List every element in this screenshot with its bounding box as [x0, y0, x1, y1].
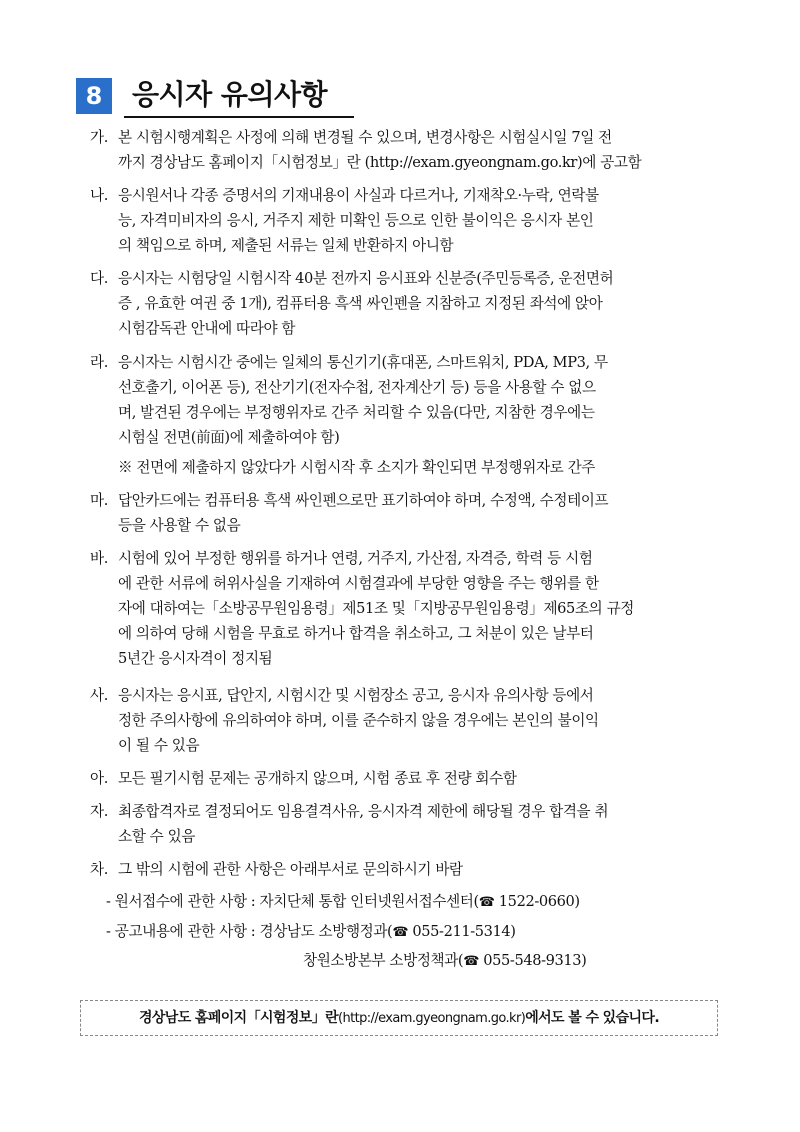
- section-title: 응시자 유의사항: [132, 78, 328, 111]
- item-line: 자에 대하여는「소방공무원임용령」제51조 및「지방공무원임용령」제65조의 규정: [118, 600, 634, 617]
- section-header: [76, 76, 326, 116]
- contact-notice: [106, 919, 516, 945]
- contact-notice-secondary: [303, 948, 586, 974]
- item-marker: 마.: [90, 492, 108, 509]
- item-marker: 가.: [90, 129, 108, 146]
- item-line: 응시자는 시험당일 시험시작 40분 전까지 응시표와 신분증(주민등록증, 운전면허: [118, 270, 614, 287]
- contact-phone: 1522-0660): [494, 893, 580, 910]
- contact-label: 창원소방본부 소방정책과(: [303, 952, 464, 969]
- item-line: 응시원서나 각종 증명서의 기재내용이 사실과 다르거나, 기재착오·누락, 연락불: [118, 187, 599, 204]
- item-line: 증 , 유효한 여권 중 1개), 컴퓨터용 흑색 싸인펜을 지참하고 지정된 좌석에 앉아: [118, 295, 603, 312]
- item-marker: 아.: [90, 770, 108, 787]
- item-line: 능, 자격미비자의 응시, 거주지 제한 미확인 등으로 인한 불이익은 응시자 본인: [118, 212, 594, 229]
- item-marker: 자.: [90, 803, 108, 820]
- item-line: 등을 사용할 수 없음: [118, 517, 241, 534]
- footer-text-tail: 에서도 볼 수 있습니다.: [525, 1010, 660, 1026]
- footer-notice-box: [80, 1000, 718, 1036]
- telephone-icon: ☎: [463, 954, 480, 969]
- telephone-icon: ☎: [478, 895, 495, 910]
- item-line: 이 될 수 있음: [118, 737, 200, 754]
- contact-phone: 055-211-5314): [408, 923, 516, 940]
- item-line: 에 의하여 당해 시험을 무효로 하거나 합격을 취소하고, 그 처분이 있은 날부터: [118, 625, 594, 642]
- item-line: 시험실 전면(前面)에 제출하여야 함): [118, 429, 340, 446]
- item-line: 선호출기, 이어폰 등), 전산기기(전자수첩, 전자계산기 등) 등을 사용할 수 없으: [118, 379, 596, 396]
- notice-item-ja: [90, 799, 730, 849]
- item-line: 본 시험시행계획은 사정에 의해 변경될 수 있으며, 변경사항은 시험실시일 7일 전: [118, 129, 612, 146]
- item-line: 소할 수 있음: [118, 828, 195, 845]
- warning-note: ※ 전면에 제출하지 않았다가 시험시작 후 소지가 확인되면 부정행위자로 간주: [118, 459, 595, 476]
- notice-item-ga: [90, 125, 730, 175]
- item-line: 최종합격자로 결정되어도 임용결격사유, 응시자격 제한에 해당될 경우 합격을 취: [118, 803, 609, 820]
- contact-phone: 055-548-9313): [479, 952, 587, 969]
- item-marker: 바.: [90, 550, 108, 567]
- section-title-underline: [124, 116, 354, 118]
- item-line: 며, 발견된 경우에는 부정행위자로 간주 처리할 수 있음(다만, 지참한 경우에는: [118, 404, 595, 421]
- item-line: 그 밖의 시험에 관한 사항은 아래부서로 문의하시기 바람: [118, 861, 463, 878]
- item-marker: 나.: [90, 187, 108, 204]
- notice-item-sa: [90, 683, 730, 758]
- item-marker: 차.: [90, 861, 108, 878]
- notice-item-na: [90, 183, 730, 258]
- footer-url[interactable]: (http://exam.gyeongnam.go.kr): [338, 1011, 526, 1026]
- item-line: 까지 경상남도 홈페이지「시험정보」란 (http://exam.gyeongnam.go.kr)에 공고함: [118, 154, 642, 171]
- item-line: 답안카드에는 컴퓨터용 흑색 싸인펜으로만 표기하여야 하며, 수정액, 수정테이프: [118, 492, 609, 509]
- contact-label: - 공고내용에 관한 사항 : 경상남도 소방행정과(: [106, 923, 393, 940]
- telephone-icon: ☎: [392, 925, 409, 940]
- item-marker: 사.: [90, 687, 108, 704]
- item-line: 모든 필기시험 문제는 공개하지 않으며, 시험 종료 후 전량 회수함: [118, 770, 517, 787]
- item-line: 시험감독관 안내에 따라야 함: [118, 320, 296, 337]
- contact-label: - 원서접수에 관한 사항 : 자치단체 통합 인터넷원서접수센터(: [106, 893, 479, 910]
- item-line: 응시자는 응시표, 답안지, 시험시간 및 시험장소 공고, 응시자 유의사항 등에서: [118, 687, 594, 704]
- item-line: 의 책임으로 하며, 제출된 서류는 일체 반환하지 아니함: [118, 237, 454, 254]
- contact-application: [106, 889, 580, 915]
- item-line: 에 관한 서류에 허위사실을 기재하여 시험결과에 부당한 영향을 주는 행위를 한: [118, 575, 599, 592]
- notice-item-ra: [90, 350, 730, 450]
- item-line: 응시자는 시험시간 중에는 일체의 통신기기(휴대폰, 스마트워치, PDA, MP3, 무: [118, 354, 608, 371]
- notice-item-da: [90, 266, 730, 341]
- notice-item-ma: [90, 488, 730, 538]
- section-number-badge: 8: [76, 78, 112, 114]
- item-marker: 다.: [90, 270, 108, 287]
- footer-text-lead: 경상남도 홈페이지「시험정보」란: [138, 1010, 339, 1026]
- item-line: 정한 주의사항에 유의하여야 하며, 이를 준수하지 않을 경우에는 본인의 불이익: [118, 712, 599, 729]
- item-line: 시험에 있어 부정한 행위를 하거나 연령, 거주지, 가산점, 자격증, 학력 등 시험: [118, 550, 593, 567]
- notice-item-a: [90, 766, 730, 791]
- notice-item-ba: [90, 546, 730, 671]
- item-line: 5년간 응시자격이 정지됨: [118, 650, 273, 667]
- notice-item-cha: [90, 857, 730, 882]
- item-marker: 라.: [90, 354, 108, 371]
